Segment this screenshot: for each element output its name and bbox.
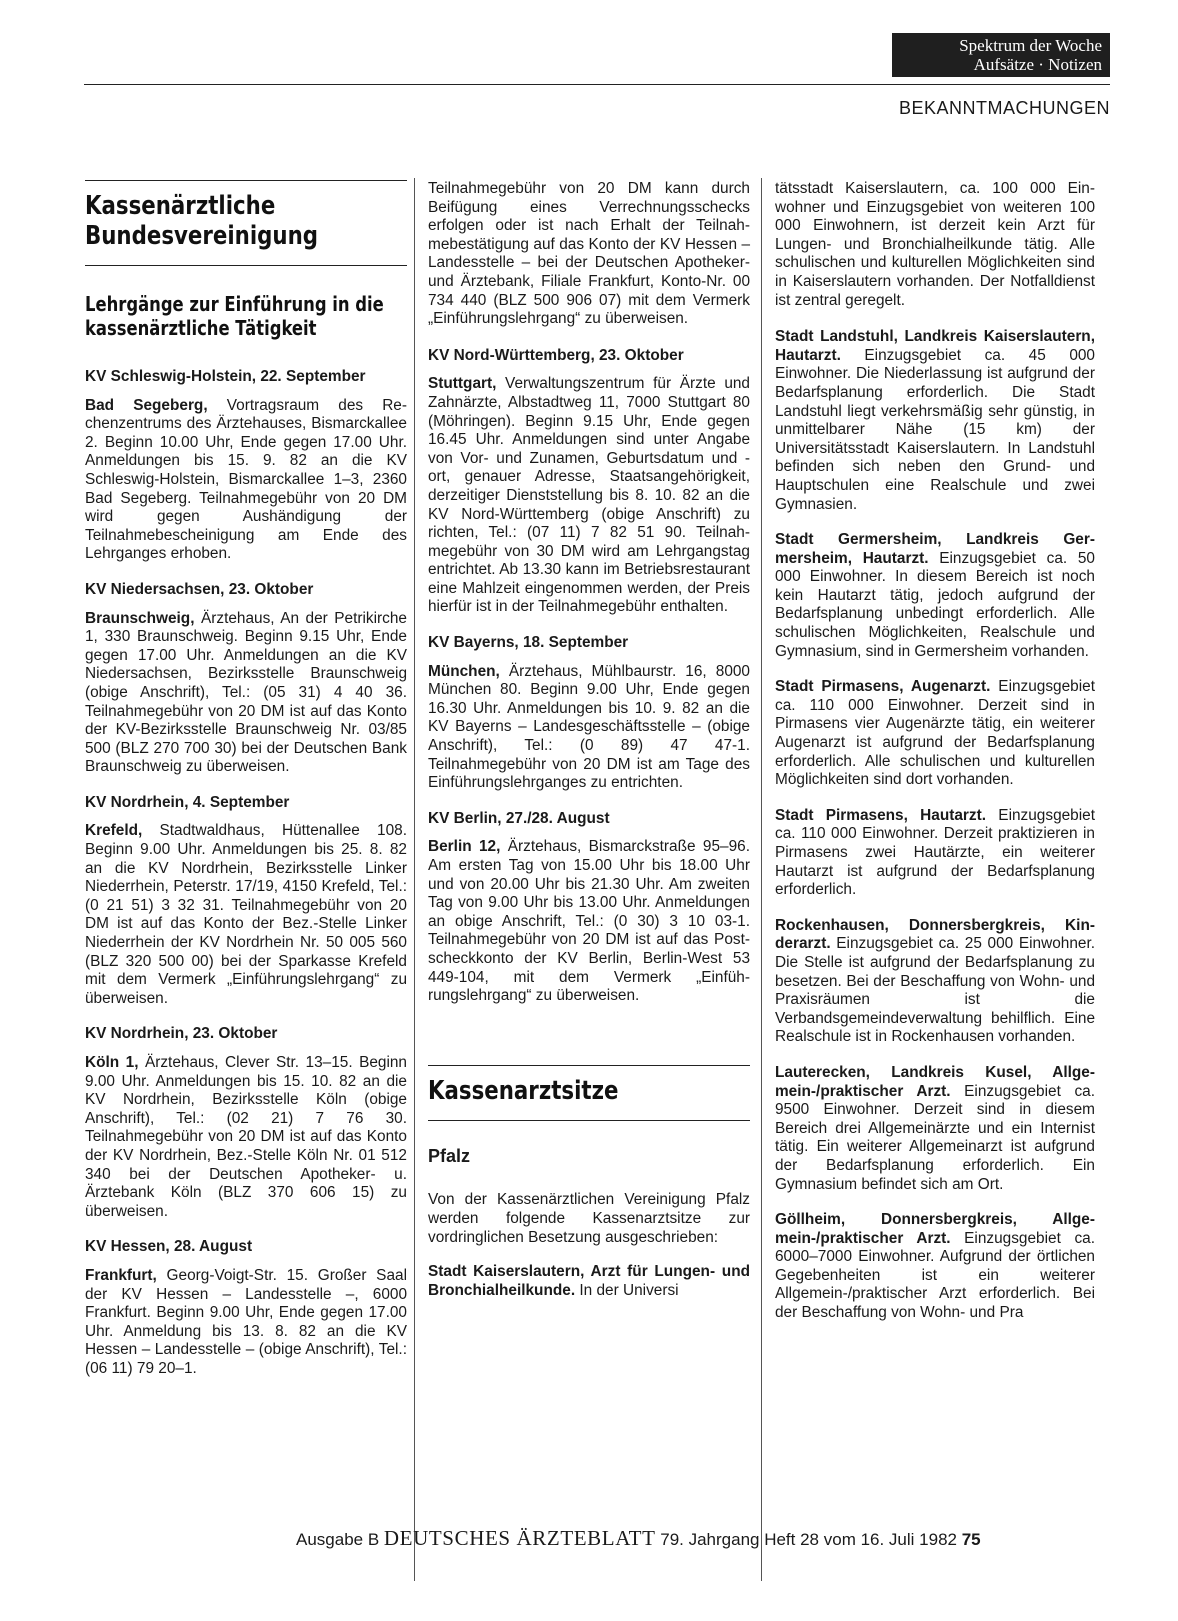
page-footer <box>296 1526 981 1551</box>
entry-text: Georg-Voigt-Str. 15. Großer Saal der KV Hessen – Landesstelle –, 6000 Frankfurt. Beginn 9.00 Uhr, Ende gegen 17.00 Uhr. Anmeldung bis 13. 8. 82 an die KV Hessen – Landesstelle – (obige Anschrift), Tel.: (06 11) 79 20–1. <box>85 1266 407 1377</box>
column-2 <box>428 180 750 1300</box>
badge-line-2: Aufsätze · Notizen <box>973 55 1102 74</box>
entry-text: Einzugsgebiet ca. 110 000 Einwohner. Derzeit praktizieren in Pirmasens zwei Hautärzte, ein weiterer Hautarzt ist aufgrund der Bedarfsplanung erforderlich. <box>775 806 1095 899</box>
entry-text: Einzugsgebiet ca. 50 000 Einwohner. In diesem Bereich ist noch kein Hautarzt tätig, jedoch aufgrund der Bedarfsplanung unbedingt erforderlich. Alle schulischen Möglichkeiten, Realschule und Gymnasium, sind in Germersheim vorhanden. <box>775 549 1095 660</box>
entry-lead: Stadt Landstuhl, Landkreis Kaiserslautern, Hautarzt. <box>775 328 1095 364</box>
announcement-intro: Von der Kassenärztlichen Vereinigung Pfalz werden folgende Kassenarztsitze zur vordringlichen Besetzung ausgeschrieben: <box>428 1191 750 1246</box>
entry-lead: Braunschweig, <box>85 609 195 627</box>
block-title-kassenarztsitze: Kassenarztsitze <box>428 1075 619 1106</box>
entry-lead: Bad Segeberg, <box>85 396 208 414</box>
column-3 <box>775 180 1095 1340</box>
kaiserslautern-continuation: tätsstadt Kaiserslautern, ca. 100 000 Einwohner und Einzugsgebiet von weiteren 100 000 Einwohnern, ist derzeit kein Arzt für Lungen- und Bronchialheilkunde tätig. Alle schulischen und kulturellen Möglichkeiten sind in Kaiserslautern vorhanden. Der Notfalldienst ist zentral geregelt. <box>775 180 1095 309</box>
column-1 <box>85 180 407 1396</box>
entry-pirmasens-hautarzt <box>775 807 1095 900</box>
entry-lead: Stadt Pirmasens, Hautarzt. <box>775 806 987 824</box>
entry-text: Einzugsgebiet ca. 6000–7000 Einwohner. Aufgrund der örtlichen Gegebenheiten ist ein weiterer Allgemein-/praktischer Arzt erforderlich. Bei der Beschaffung von Wohn- und Pra <box>775 1229 1095 1322</box>
entry-heading: KV Berlin, 27./28. August <box>428 809 610 827</box>
entry-heading: KV Nordrhein, 4. September <box>85 793 290 811</box>
title-rule-bottom <box>428 1120 750 1121</box>
footer-magazine-title: DEUTSCHES ÄRZTEBLATT <box>383 1526 656 1550</box>
entry-lead: Göllheim, Donnersbergkreis, Allgemein-/praktischer Arzt. <box>775 1211 1095 1247</box>
entry-nordrhein-september <box>85 794 407 1009</box>
entry-heading: KV Niedersachsen, 23. Oktober <box>85 580 314 598</box>
entry-kaiserslautern <box>428 1263 750 1300</box>
entry-bayerns <box>428 634 750 793</box>
entry-schleswig-holstein <box>85 368 407 564</box>
entry-text: Einzugsgebiet ca. 25 000 Einwohner. Die Stelle ist aufgrund der Bedarfsplanung zu besetzen. Bei der Beschaffung von Wohn- und Praxisräumen ist die Verbandsgemeindeverwaltung behilflich. Eine Realschule ist in Rockenhausen vorhanden. <box>775 935 1095 1046</box>
section-badge <box>892 33 1110 77</box>
entry-berlin <box>428 810 750 1006</box>
entry-text: Einzugsgebiet ca. 45 000 Einwohner. Die Niederlassung ist aufgrund der Bedarfsplanung erforderlich. Die Stadt Landstuhl liegt verkehrsmäßig sehr günstig, in unmittelbarer Nähe (15 km) der Universitätsstadt Kaiserslautern. In Landstuhl befinden sich neben den Grund- und Hauptschulen eine Realschule und zwei Gymnasien. <box>775 346 1095 513</box>
entry-nord-wuerttemberg <box>428 347 750 617</box>
entry-lead: Stadt Kaiserslautern, Arzt für Lungen- und Bronchialheilkunde. <box>428 1263 750 1299</box>
entry-lead: Frankfurt, <box>85 1266 157 1284</box>
entry-text: In der Universi <box>575 1281 679 1299</box>
entry-lead: München, <box>428 662 500 680</box>
entry-heading: KV Bayerns, 18. September <box>428 634 629 652</box>
entry-lead: Rockenhausen, Donnersbergkreis, Kinderarzt. <box>775 916 1095 953</box>
footer-edition: Ausgabe B <box>296 1530 380 1549</box>
entry-heading: KV Schleswig-Holstein, 22. September <box>85 368 366 385</box>
subtitle-lehrgaenge: Lehrgänge zur Einführung in die kassenärztliche Tätigkeit <box>85 292 384 340</box>
entry-text: Einzugsgebiet ca. 110 000 Einwohner. Derzeit sind in Pirmasens vier Augenärzte tätig, ein weiterer Augenarzt ist aufgrund der Bedarfsplanung erforderlich. Alle schulischen und kulturellen Möglichkeiten sind dort vorhanden. <box>775 678 1095 789</box>
badge-line-1: Spektrum der Woche <box>959 36 1102 55</box>
entry-text: Ärztehaus, Bismarckstraße 95–96. Am ersten Tag von 15.00 Uhr bis 18.00 Uhr und von 20.00 Uhr bis 21.30 Uhr. Am zweiten Tag von 9.00 Uhr bis 13.00 Uhr. Anmeldungen an obige Anschrift, Tel.: (0 30) 3 10 03-1. Teilnahmegebühr von 20 DM ist auf das Postscheckkonto der KV Berlin, Berlin-West 53 449-104, mit dem Vermerk „Einführungslehrgang“ zu überweisen. <box>428 838 750 1005</box>
entry-lead: Lauterecken, Landkreis Kusel, Allgemein-/praktischer Arzt. <box>775 1063 1095 1100</box>
title-rule-bottom <box>85 265 407 266</box>
entry-lead: Stadt Germersheim, Landkreis Germersheim, Hautarzt. <box>775 531 1095 567</box>
title-rule-top <box>428 1065 750 1066</box>
entry-niedersachsen <box>85 581 407 777</box>
block-title-kbv: Kassenärztliche Bundesvereinigung <box>85 191 319 251</box>
entry-goellheim <box>775 1211 1095 1323</box>
footer-issue: 79. Jahrgang Heft 28 vom 16. Juli 1982 <box>660 1530 957 1549</box>
entry-text: Ärztehaus, An der Petrikirche 1, 330 Braunschweig. Beginn 9.15 Uhr, Ende gegen 17.00 Uhr. Anmeldungen an die KV Niedersachsen, Bezirksstelle Braunschweig (obige Anschrift), Tel.: (05 31) 4 40 36. Teilnahmegebühr von 20 DM ist auf das Konto der KV-Bezirksstelle Braunschweig Nr. 03/85 500 (BLZ 270 700 30) bei der Deutschen Bank Braunschweig zu überweisen. <box>85 609 407 776</box>
entry-heading: KV Hessen, 28. August <box>85 1238 253 1256</box>
entry-text: Verwaltungszentrum für Ärzte und Zahnärzte, Albstadtweg 11, 7000 Stuttgart 80 (Möhringen). Beginn 9.15 Uhr, Ende gegen 16.45 Uhr. Anmeldungen sind unter Angabe von Vor- und Zunamen, Geburtsdatum und -ort, genauer Adresse, Staatsangehörigkeit, derzeitiger Dienststellung bis 8. 10. 82 an die KV Nord-Württemberg (obige Anschrift) zu richten, Tel.: (07 11) 7 82 51 90. Teilnahmegebühr von 30 DM wird am Lehrgangstag entrichtet. Ab 13.30 kann im Betriebsrestaurant eine Mahlzeit eingenommen werden, der Preis hierfür ist in der Teilnahmegebühr enthalten. <box>428 375 750 616</box>
header-rule <box>84 84 1110 85</box>
entry-lead: Köln 1, <box>85 1054 139 1071</box>
entry-landstuhl <box>775 328 1095 514</box>
column-divider-1 <box>414 178 415 1581</box>
entry-nordrhein-oktober <box>85 1025 407 1221</box>
hessen-continuation: Teilnahmegebühr von 20 DM kann durch Beifügung eines Verrechnungsschecks erfolgen oder ist nach Erhalt der Teilnahmebestätigung auf das Konto der KV Hessen – Landesstelle – bei der Deutschen Apotheker- und Ärztebank, Filiale Frankfurt, Konto-Nr. 00 734 440 (BLZ 500 906 07) mit dem Vermerk „Einführungslehrgang“ zu überweisen. <box>428 180 750 328</box>
entry-heading: KV Nordrhein, 23. Oktober <box>85 1025 278 1043</box>
entry-text: Ärztehaus, Clever Str. 13–15. Beginn 9.00 Uhr. Anmeldungen bis 15. 10. 82 an die KV Nordrhein, Bezirksstelle Köln (obige Anschrift), Tel.: (02 21) 7 76 30. Teilnahmegebühr von 20 DM ist auf das Konto der KV Nordrhein, Bez.-Stelle Köln Nr. 01 512 340 bei der Deutschen Apotheker- u. Ärztebank Köln (BLZ 370 606 15) zu überweisen. <box>85 1054 407 1220</box>
column-divider-2 <box>761 178 762 1581</box>
region-heading: Pfalz <box>428 1145 471 1166</box>
entry-hessen <box>85 1238 407 1378</box>
entry-rockenhausen <box>775 917 1095 1047</box>
entry-text: Ärztehaus, Mühlbaurstr. 16, 8000 München 80. Beginn 9.00 Uhr, Ende gegen 16.30 Uhr. Anmeldungen bis 10. 9. 82 an die KV Bayerns – Landesgeschäftsstelle – (obige Anschrift), Tel.: (0 89) 47 47-1. Teilnahmegebühr von 20 DM ist am Tage des Einführungslehrganges zu entrichten. <box>428 662 750 792</box>
entry-text: Einzugsgebiet ca. 9500 Einwohner. Derzeit sind in diesem Bereich drei Allgemeinärzte und ein Internist tätig. Ein weiterer Allgemeinarzt ist aufgrund der Bedarfsplanung erforderlich. Ein Gymnasium befindet sich am Ort. <box>775 1082 1095 1193</box>
section-label: BEKANNTMACHUNGEN <box>898 98 1110 118</box>
entry-lead: Berlin 12, <box>428 838 501 856</box>
entry-text: Stadtwaldhaus, Hüttenallee 108. Beginn 9.00 Uhr. Anmeldungen bis 25. 8. 82 an die KV Nordrhein, Bezirksstelle Linker Niederrhein, Peterstr. 17/19, 4150 Krefeld, Tel.: (0 21 51) 3 32 31. Teilnahmegebühr von 20 DM ist auf das Konto der Bez.-Stelle Linker Niederrhein der KV Nordrhein Nr. 50 005 560 (BLZ 320 500 00) bei der Sparkasse Krefeld mit dem Vermerk „Einführungslehrgang“ zu überweisen. <box>85 822 407 1007</box>
entry-text: Vortragsraum des Rechenzentrums des Ärztehauses, Bismarckallee 2. Beginn 10.00 Uhr, Ende gegen 17.00 Uhr. Anmeldungen bis 15. 9. 82 an die KV Schleswig-Holstein, Bismarckallee 1–3, 2360 Bad Segeberg. Teilnahmegebühr von 20 DM wird gegen Aushändigung der Teilnahmebescheinigung am Ende des Lehrganges erhoben. <box>85 396 408 563</box>
entry-germersheim <box>775 531 1095 661</box>
entry-lauterecken <box>775 1064 1095 1194</box>
entry-lead: Stadt Pirmasens, Augenarzt. <box>775 678 991 696</box>
page-number: 75 <box>961 1530 981 1549</box>
title-rule-top <box>85 180 407 181</box>
entry-lead: Krefeld, <box>85 822 143 840</box>
entry-heading: KV Nord-Württemberg, 23. Oktober <box>428 346 684 364</box>
entry-lead: Stuttgart, <box>428 375 497 393</box>
entry-pirmasens-augenarzt <box>775 678 1095 790</box>
